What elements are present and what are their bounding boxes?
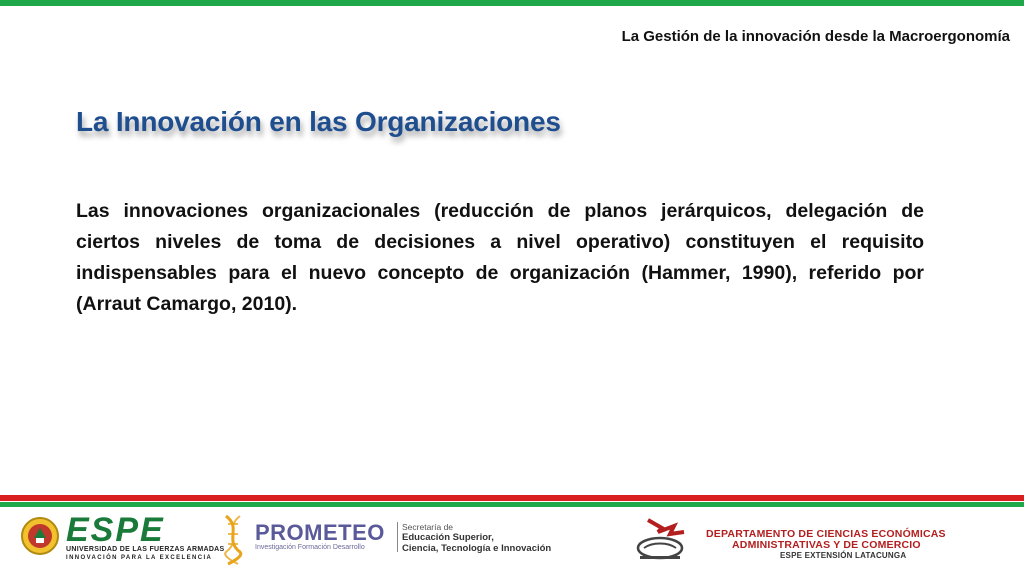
- slide-body-text: Las innovaciones organizacionales (reducción de planos jerárquicos, delegación de ciertos niveles de toma de decisiones a nivel operativo) constituyen el requisito indispensables para el nuevo concepto de organización (Hammer, 1990), referido por (Arraut Camargo, 2010).: [76, 200, 924, 315]
- dna-helix-icon: [218, 514, 248, 566]
- prometeo-tagline: Investigación Formación Desarrollo: [255, 544, 365, 551]
- senescyt-text: [402, 522, 551, 554]
- senescyt-line2: Educación Superior,: [402, 532, 494, 543]
- senescyt-line3: Ciencia, Tecnología e Innovación: [402, 543, 552, 554]
- top-accent-bar: [0, 0, 1024, 6]
- espe-logo-line2: INNOVACIÓN PARA LA EXCELENCIA: [66, 555, 213, 561]
- senescyt-line1: Secretaría de: [402, 522, 454, 532]
- header-title: La Gestión de la innovación desde la Macroergonomía: [621, 28, 1010, 45]
- department-line3: ESPE EXTENSIÓN LATACUNGA: [780, 551, 907, 560]
- espe-logo-line1: UNIVERSIDAD DE LAS FUERZAS ARMADAS: [66, 546, 225, 553]
- department-line2: ADMINISTRATIVAS Y DE COMERCIO: [732, 539, 921, 551]
- prometeo-logo-text: PROMETEO: [255, 520, 385, 545]
- footer-logos: [0, 508, 1024, 576]
- slide-title: La Innovación en las Organizaciones: [76, 106, 561, 137]
- bottom-accent-bars: [0, 495, 1024, 507]
- espe-logo-text: ESPE: [66, 511, 165, 549]
- logo-divider: [397, 522, 398, 552]
- bottom-red-bar: [0, 495, 1024, 501]
- ceac-logo-icon: [632, 516, 690, 562]
- department-line1: DEPARTAMENTO DE CIENCIAS ECONÓMICAS: [706, 528, 946, 540]
- bottom-green-bar: [0, 502, 1024, 507]
- university-seal-icon: [20, 516, 60, 556]
